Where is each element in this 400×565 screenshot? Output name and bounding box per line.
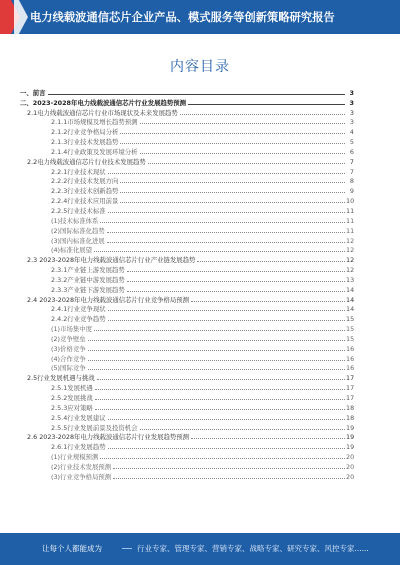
toc-entry-label: (1)行业规模预测: [51, 453, 99, 462]
toc-entry[interactable]: [20, 432, 354, 442]
toc-entry[interactable]: [20, 382, 354, 392]
toc-entry-page: 12: [346, 236, 355, 245]
toc-entry-page: 14: [346, 305, 355, 314]
toc-entry[interactable]: [20, 245, 354, 255]
toc-leader-dots: [107, 231, 345, 233]
toc-entry-label: 2.5.2发展挑战: [51, 394, 93, 402]
toc-entry-label: 2.1.3行业技术发展趋势: [51, 138, 119, 147]
toc-entry-page: 10: [346, 197, 355, 206]
toc-entry-label: (3)价格竞争: [51, 344, 86, 353]
toc-leader-dots: [88, 368, 345, 370]
toc-entry-label: (4)标准化展望: [51, 246, 93, 255]
toc-entry[interactable]: [20, 313, 354, 323]
toc-leader-dots: [100, 457, 345, 459]
toc-leader-dots: [88, 339, 345, 341]
toc-entry[interactable]: [20, 126, 354, 136]
toc-entry[interactable]: [20, 235, 354, 245]
toc-entry-label: 2.5.1发展机遇: [51, 384, 93, 393]
toc-entry-page: 12: [346, 256, 355, 265]
toc-entry-label: (2)国际标准化趋势: [51, 226, 105, 235]
toc-entry[interactable]: [20, 422, 354, 432]
toc-entry[interactable]: [20, 274, 354, 284]
toc-leader-dots: [113, 477, 345, 479]
toc-entry-page: 5: [349, 138, 354, 147]
toc-entry[interactable]: [20, 225, 354, 235]
toc-entry-page: 16: [346, 354, 355, 363]
toc-entry-label: 2.5行业发展机遇与挑战: [27, 374, 95, 383]
toc-leader-dots: [94, 250, 345, 252]
toc-leader-dots: [140, 122, 345, 124]
toc-entry-label: 2.6 2023-2028年电力线载波通信芯片行业发展趋势预测: [27, 433, 190, 442]
toc-entry-page: 17: [346, 394, 355, 402]
toc-entry[interactable]: [20, 451, 354, 461]
toc-entry-page: 14: [346, 295, 355, 304]
toc-entry-label: (3)行业竞争格局预测: [51, 472, 112, 481]
toc-entry-page: 15: [346, 325, 355, 334]
toc-entry-page: 8: [349, 177, 354, 186]
toc-entry-page: 18: [346, 413, 355, 422]
toc-entry-label: (1)技术标准体系: [51, 216, 99, 225]
toc-entry[interactable]: [20, 461, 354, 471]
toc-entry-page: 11: [346, 226, 355, 235]
toc-entry-label: (2)行业技术发展预测: [51, 462, 112, 471]
toc-entry-page: 3: [349, 118, 354, 127]
toc-entry[interactable]: [20, 166, 354, 176]
toc-entry[interactable]: [20, 304, 354, 314]
toc-entry-page: 20: [346, 472, 355, 481]
toc-leader-dots: [191, 437, 345, 439]
toc-entry-page: 16: [346, 364, 355, 373]
toc-entry-label: 2.2.2行业技术发展方向: [51, 177, 119, 186]
toc-entry-page: 16: [346, 344, 355, 353]
toc-entry-label: (2)竞争壁垒: [51, 334, 86, 343]
toc-entry[interactable]: [20, 87, 354, 97]
toc-entry-label: (4)合作竞争: [51, 354, 86, 363]
report-title: 电力线载波通信芯片企业产品、模式服务等创新策略研究报告: [30, 11, 335, 24]
toc-leader-dots: [140, 152, 345, 154]
toc-entry[interactable]: [20, 343, 354, 353]
toc-entry-label: 2.1.1市场规模及增长趋势预测: [51, 118, 138, 127]
toc-entry-label: 2.2.4行业技术应用前景: [51, 197, 119, 206]
toc-entry[interactable]: [20, 195, 354, 205]
toc-leader-dots: [127, 280, 345, 282]
toc-entry-page: 12: [346, 266, 355, 275]
toc-entry-page: 4: [349, 128, 354, 137]
toc-entry-label: 一、前言: [20, 88, 46, 97]
toc-entry-page: 19: [346, 423, 355, 432]
toc-entry[interactable]: [20, 215, 354, 225]
toc-entry[interactable]: [20, 107, 354, 117]
toc-entry-page: 17: [346, 374, 355, 383]
report-header: [0, 0, 400, 34]
toc-entry-label: 2.3.2产业链中游发展趋势: [51, 275, 125, 284]
toc-leader-dots: [180, 113, 345, 115]
toc-entry-label: 2.4 2023-2028年电力线载波通信芯片行业竞争格局预测: [27, 295, 190, 304]
toc-entry[interactable]: [20, 254, 354, 264]
toc-entry-label: 2.2.3行业技术创新趋势: [51, 187, 119, 196]
toc-entry-page: 3: [349, 98, 354, 107]
toc-entry[interactable]: [20, 402, 354, 412]
toc-leader-dots: [88, 359, 345, 361]
toc-entry[interactable]: [20, 136, 354, 146]
toc-entry-page: 12: [346, 246, 355, 255]
toc-entry-page: 20: [346, 462, 355, 471]
toc-leader-dots: [148, 162, 345, 164]
toc-leader-dots: [108, 211, 345, 213]
toc-entry-label: 2.1电力线载波通信芯片行业市场现状及未来发展趋势: [27, 108, 178, 117]
toc-leader-dots: [108, 319, 345, 321]
toc-entry-label: 2.2.5行业技术标准: [51, 206, 106, 215]
toc-entry-label: 2.4.2行业竞争趋势: [51, 315, 106, 324]
toc-leader-dots: [108, 447, 345, 449]
toc-entry-label: 2.3 2023-2028年电力线载波通信芯片行业产业链发展趋势: [27, 256, 196, 265]
toc-entry-label: 2.5.3应对策略: [51, 403, 93, 412]
toc-entry-page: 19: [346, 443, 355, 452]
toc-entry-page: 14: [346, 285, 355, 294]
toc-entry-label: 二、2023-2028年电力线载波通信芯片行业发展趋势预测: [20, 98, 187, 107]
toc-entry-label: 2.3.1产业链上游发展趋势: [51, 266, 125, 275]
toc-leader-dots: [48, 93, 345, 95]
toc-entry[interactable]: [20, 353, 354, 363]
toc-entry-page: 18: [346, 403, 355, 412]
toc-leader-dots: [120, 201, 345, 203]
table-of-contents: [20, 87, 354, 481]
toc-entry-label: (5)国际竞争: [51, 364, 86, 373]
toc-leader-dots: [191, 300, 345, 302]
toc-entry-page: 6: [349, 147, 354, 156]
toc-entry-page: 3: [349, 88, 354, 97]
toc-leader-dots: [120, 191, 345, 193]
toc-entry-label: 2.6.1行业发展趋势: [51, 443, 106, 452]
toc-leader-dots: [127, 270, 345, 272]
toc-leader-dots: [107, 241, 345, 243]
toc-entry[interactable]: [20, 471, 354, 481]
toc-leader-dots: [100, 221, 345, 223]
toc-entry[interactable]: [20, 284, 354, 294]
toc-entry[interactable]: [20, 176, 354, 186]
toc-leader-dots: [108, 309, 345, 311]
toc-entry-label: 2.5.5行业发展前景及投资机会: [51, 423, 138, 432]
toc-entry-page: 9: [349, 187, 354, 196]
toc-entry[interactable]: [20, 323, 354, 333]
toc-leader-dots: [95, 398, 345, 400]
toc-entry-page: 11: [346, 206, 355, 215]
toc-entry-page: 13: [346, 275, 355, 284]
toc-leader-dots: [127, 290, 345, 292]
toc-entry-label: 2.2.1行业技术现状: [51, 167, 106, 176]
toc-heading: 内容目录: [170, 59, 230, 75]
footer-slogan: 让每个人都能成为: [42, 544, 102, 553]
toc-entry[interactable]: [20, 146, 354, 156]
toc-entry[interactable]: [20, 117, 354, 127]
toc-entry-page: 3: [349, 108, 354, 117]
chevron-right-icon: [14, 0, 28, 34]
toc-entry-label: 2.1.2行业竞争格局分析: [51, 128, 119, 137]
toc-leader-dots: [113, 467, 345, 469]
toc-entry-label: 2.3.3产业链下游发展趋势: [51, 285, 125, 294]
footer-roles: 行业专家、管理专家、营销专家、战略专家、研究专家、风控专家......: [137, 544, 369, 553]
toc-leader-dots: [97, 378, 345, 380]
toc-entry[interactable]: [20, 412, 354, 422]
toc-entry[interactable]: [20, 392, 354, 402]
toc-leader-dots: [108, 418, 345, 420]
toc-entry-page: 7: [349, 167, 354, 176]
toc-entry[interactable]: [20, 441, 354, 451]
toc-leader-dots: [88, 349, 345, 351]
toc-entry[interactable]: [20, 264, 354, 274]
toc-leader-dots: [197, 260, 345, 262]
toc-leader-dots: [140, 428, 345, 430]
toc-entry-page: 17: [346, 384, 355, 393]
toc-leader-dots: [108, 172, 345, 174]
toc-entry[interactable]: [20, 294, 354, 304]
toc-leader-dots: [188, 103, 345, 105]
toc-entry-page: 7: [349, 157, 354, 166]
toc-entry[interactable]: [20, 97, 354, 107]
toc-entry-page: 11: [346, 216, 355, 225]
toc-entry-page: 15: [346, 315, 355, 324]
toc-leader-dots: [120, 142, 345, 144]
toc-entry[interactable]: [20, 363, 354, 373]
toc-entry[interactable]: [20, 156, 354, 166]
toc-entry-label: 2.5.4行业发展建议: [51, 413, 106, 422]
toc-entry-page: 20: [346, 453, 355, 462]
toc-entry-page: 19: [346, 433, 355, 442]
toc-entry-label: 2.4.1行业竞争现状: [51, 305, 106, 314]
toc-entry-page: 15: [346, 334, 355, 343]
toc-entry[interactable]: [20, 372, 354, 382]
toc-leader-dots: [120, 181, 345, 183]
toc-leader-dots: [95, 388, 345, 390]
toc-entry[interactable]: [20, 205, 354, 215]
toc-entry-label: 2.2电力线载波通信芯片行业技术发展趋势: [27, 157, 146, 166]
toc-entry-label: (1)市场集中度: [51, 325, 93, 334]
footer-divider: [122, 548, 132, 549]
toc-entry[interactable]: [20, 333, 354, 343]
toc-entry[interactable]: [20, 185, 354, 195]
page-footer: [0, 533, 400, 565]
toc-leader-dots: [94, 329, 345, 331]
toc-entry-label: (3)国内标准化进展: [51, 236, 105, 245]
toc-leader-dots: [120, 132, 345, 134]
toc-leader-dots: [95, 408, 345, 410]
toc-entry-label: 2.1.4行业政策及发展环境分析: [51, 147, 138, 156]
